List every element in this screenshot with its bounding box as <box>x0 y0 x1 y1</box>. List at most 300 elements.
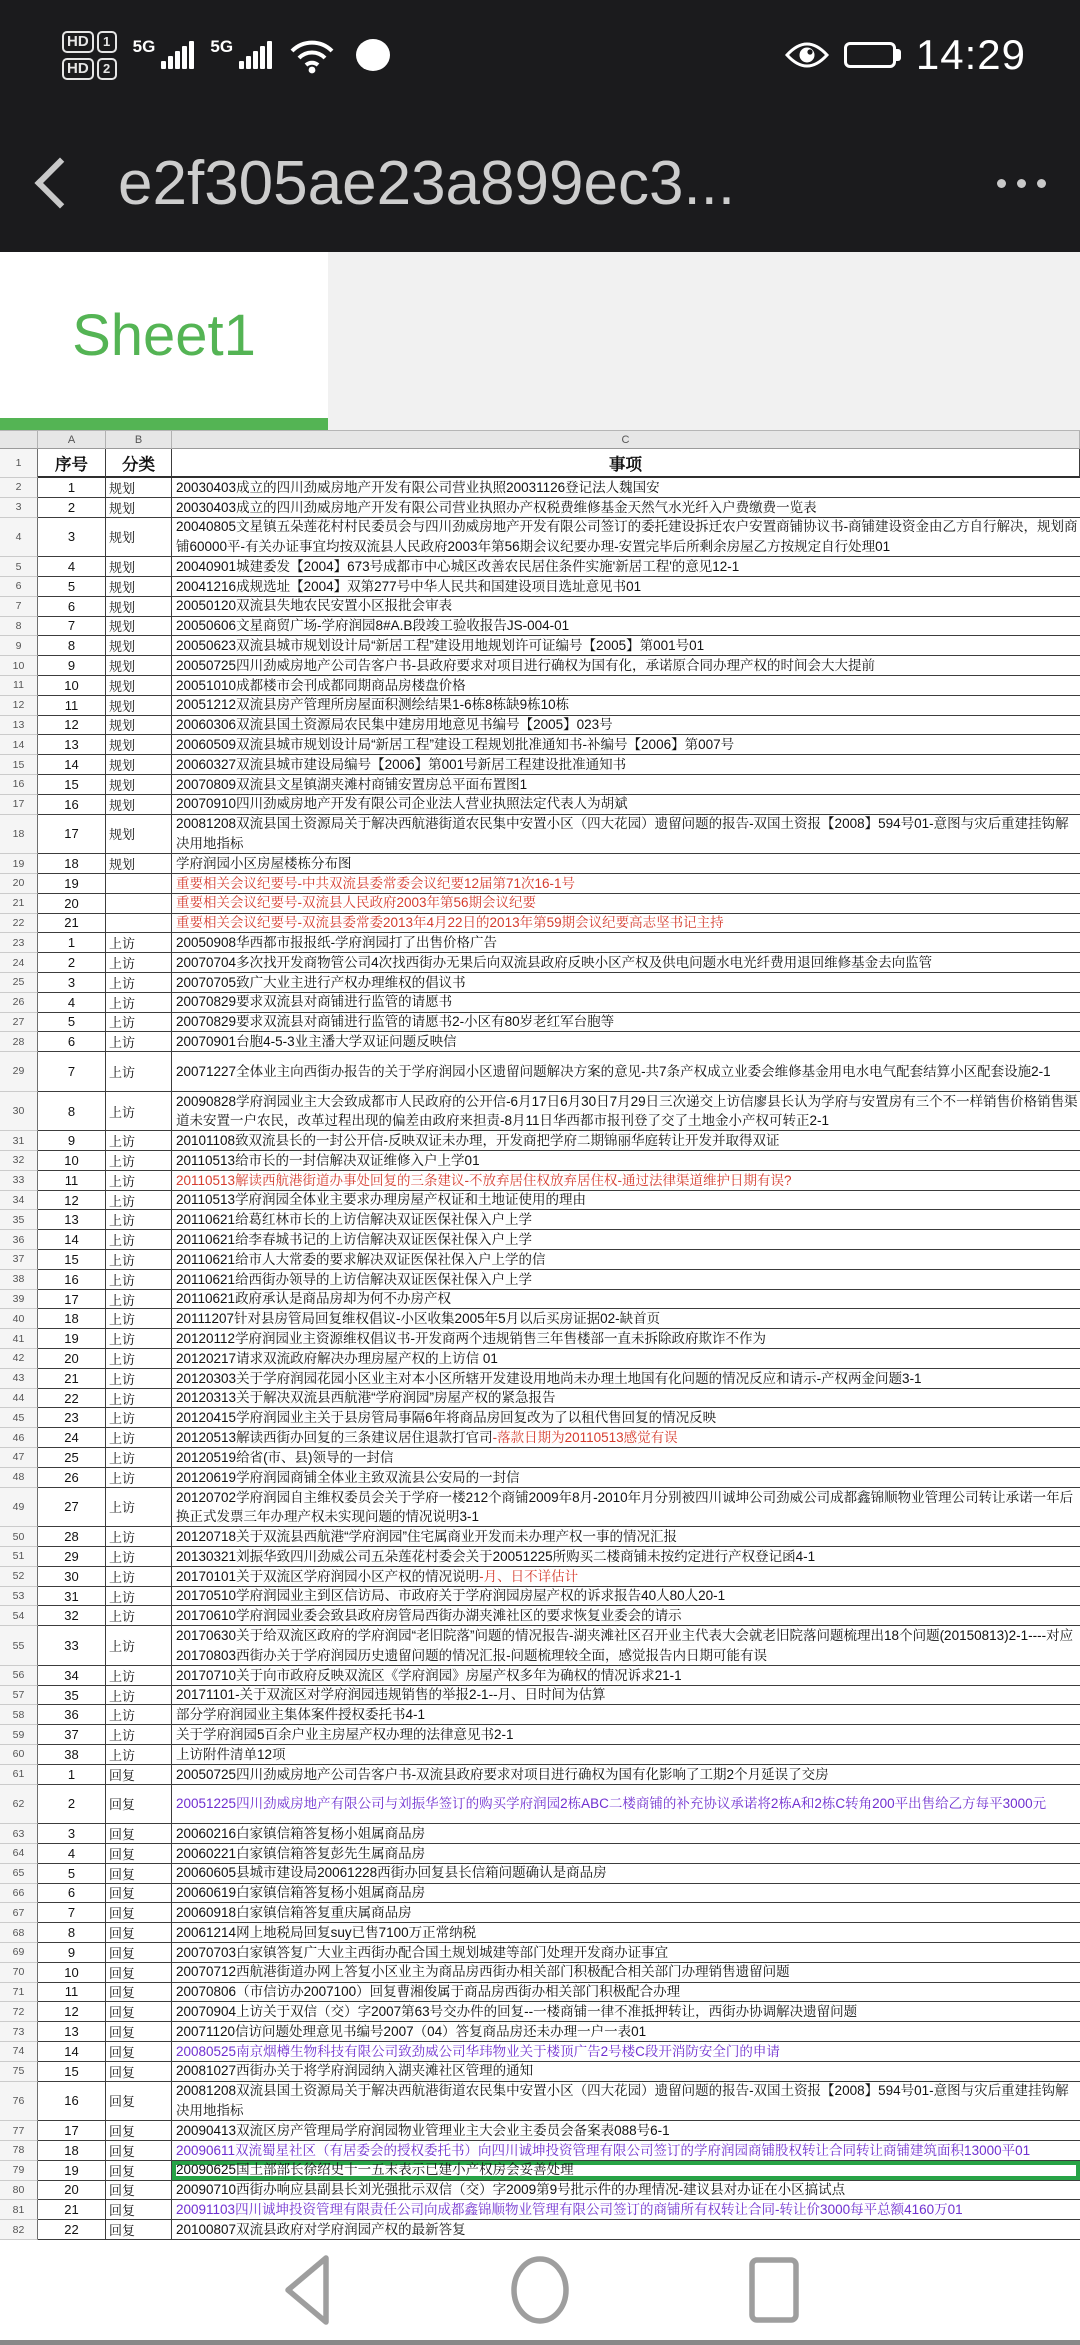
serial-cell[interactable]: 6 <box>38 597 106 617</box>
category-cell[interactable]: 规划 <box>106 854 172 874</box>
serial-cell[interactable]: 1 <box>38 933 106 953</box>
serial-cell[interactable]: 1 <box>38 1765 106 1785</box>
category-cell[interactable]: 规划 <box>106 617 172 637</box>
item-cell[interactable]: 20120217请求双流政府解决办理房屋产权的上访信 01 <box>172 1349 1080 1369</box>
tab-sheet1[interactable] <box>0 252 328 430</box>
item-cell[interactable]: 20101108致双流县长的一封公开信-反映双证未办理，开发商把学府二期锦丽华庭转让开发并取得双证 <box>172 1131 1080 1151</box>
row-number-cell[interactable]: 21 <box>0 894 38 914</box>
item-cell[interactable]: 20060918白家镇信箱答复重庆属商品房 <box>172 1903 1080 1923</box>
row-number-cell[interactable]: 17 <box>0 795 38 815</box>
row-number-cell[interactable]: 60 <box>0 1745 38 1765</box>
category-cell[interactable]: 上访 <box>106 1527 172 1547</box>
category-cell[interactable]: 回复 <box>106 1785 172 1825</box>
category-cell[interactable]: 规划 <box>106 597 172 617</box>
item-cell[interactable]: 20070704多次找开发商物管公司4次找西街办无果后向双流县政府反映小区产权及供电问题水电光纤费用退回维修基金去向监管 <box>172 953 1080 973</box>
row-number-cell[interactable]: 5 <box>0 557 38 577</box>
item-cell[interactable]: 上访附件清单12项 <box>172 1745 1080 1765</box>
category-cell[interactable]: 上访 <box>106 1270 172 1290</box>
serial-cell[interactable]: 3 <box>38 518 106 558</box>
category-cell[interactable]: 规划 <box>106 716 172 736</box>
column-letter-c[interactable]: C <box>172 431 1080 449</box>
row-number-cell[interactable]: 81 <box>0 2200 38 2220</box>
item-cell[interactable]: 20170710关于向市政府反映双流区《学府润园》房屋产权多年为确权的情况诉求21-1 <box>172 1666 1080 1686</box>
item-cell[interactable]: 20050623双流县城市规划设计局“新居工程”建设用地规划许可证编号【2005】第001号01 <box>172 636 1080 656</box>
row-number-cell[interactable]: 20 <box>0 874 38 894</box>
nav-recents-icon[interactable] <box>752 2260 796 2320</box>
row-number-cell[interactable]: 9 <box>0 636 38 656</box>
category-cell[interactable]: 上访 <box>106 1587 172 1607</box>
serial-cell[interactable]: 10 <box>38 1151 106 1171</box>
row-number-cell[interactable]: 34 <box>0 1191 38 1211</box>
category-cell[interactable] <box>106 914 172 934</box>
category-cell[interactable]: 回复 <box>106 2082 172 2122</box>
category-cell[interactable]: 上访 <box>106 1210 172 1230</box>
serial-cell[interactable]: 15 <box>38 775 106 795</box>
item-cell[interactable]: 20050120双流县失地农民安置小区报批会审表 <box>172 597 1080 617</box>
row-number-cell[interactable]: 59 <box>0 1725 38 1745</box>
category-cell[interactable]: 回复 <box>106 2181 172 2201</box>
row-number-cell[interactable]: 12 <box>0 696 38 716</box>
row-number-cell[interactable]: 29 <box>0 1052 38 1092</box>
item-cell[interactable]: 20051225四川劲威房地产有限公司与刘振华签订的购买学府润园2栋ABC二楼商铺的补充协议承诺将2栋A和2栋C转角200平出售给乙方每平3000元 <box>172 1785 1080 1825</box>
row-number-cell[interactable]: 43 <box>0 1369 38 1389</box>
item-cell-selected[interactable]: 20090625国土部部长徐绍史十一五末表示已建小产权房会妥善处理 <box>172 2161 1080 2181</box>
category-cell[interactable] <box>106 894 172 914</box>
row-number-cell[interactable]: 52 <box>0 1567 38 1587</box>
serial-cell[interactable]: 31 <box>38 1587 106 1607</box>
item-cell[interactable]: 20130321刘振华致四川劲威公司五朵莲花村委会关于20051225所购买二楼商铺未按约定进行产权登记函4-1 <box>172 1547 1080 1567</box>
serial-cell[interactable]: 29 <box>38 1547 106 1567</box>
row-number-cell[interactable]: 37 <box>0 1250 38 1270</box>
item-cell[interactable]: 20071227全体业主向西街办报告的关于学府润园小区遗留问题解决方案的意见-共7条产权成立业委会维修基金用电水电气配套结算小区配套设施2-1 <box>172 1052 1080 1092</box>
category-cell[interactable]: 上访 <box>106 1290 172 1310</box>
row-number-cell[interactable]: 74 <box>0 2042 38 2062</box>
item-cell[interactable]: 20090828学府润园业主大会致成都市人民政府的公开信-6月17日6月30日7月29日三次递交上访信廖县长认为学府与安置房有三个不一样销售价格销售渠道未安置一户农民，改革过程出现的偏差由政府来担责-8月11日华西都市报刊登了交了土地金小产权可转正2-1 <box>172 1092 1080 1132</box>
header-serial[interactable]: 序号 <box>38 449 106 478</box>
category-cell[interactable]: 规划 <box>106 557 172 577</box>
category-cell[interactable]: 上访 <box>106 1032 172 1052</box>
serial-cell[interactable]: 7 <box>38 1052 106 1092</box>
serial-cell[interactable]: 2 <box>38 1785 106 1825</box>
category-cell[interactable]: 回复 <box>106 2022 172 2042</box>
item-cell[interactable]: 20070809双流县文星镇湖夹滩村商铺安置房总平面布置图1 <box>172 775 1080 795</box>
serial-cell[interactable]: 10 <box>38 1963 106 1983</box>
item-cell[interactable]: 20120112学府润园业主资源维权倡议书-开发商两个违规销售三年售楼部一直未拆除政府欺诈不作为 <box>172 1329 1080 1349</box>
row-number-cell[interactable]: 67 <box>0 1903 38 1923</box>
category-cell[interactable]: 回复 <box>106 1923 172 1943</box>
item-cell[interactable]: 20061214网上地税局回复suy已售7100万正常纳税 <box>172 1923 1080 1943</box>
category-cell[interactable]: 规划 <box>106 775 172 795</box>
spreadsheet-view[interactable] <box>0 252 1080 2250</box>
row-number-cell[interactable]: 35 <box>0 1210 38 1230</box>
category-cell[interactable]: 上访 <box>106 953 172 973</box>
row-number-cell[interactable]: 69 <box>0 1943 38 1963</box>
serial-cell[interactable]: 5 <box>38 1013 106 1033</box>
serial-cell[interactable]: 13 <box>38 735 106 755</box>
row-number-cell[interactable]: 23 <box>0 933 38 953</box>
category-cell[interactable]: 回复 <box>106 1943 172 1963</box>
item-cell[interactable]: 20170510学府润园业主到区信访局、市政府关于学府润园房屋产权的诉求报告40人80人20-1 <box>172 1587 1080 1607</box>
category-cell[interactable]: 规划 <box>106 577 172 597</box>
category-cell[interactable]: 上访 <box>106 1547 172 1567</box>
row-number-cell[interactable]: 39 <box>0 1290 38 1310</box>
item-cell[interactable]: 关于学府润园5百余户业主房屋产权办理的法律意见书2-1 <box>172 1725 1080 1745</box>
row-number-cell[interactable]: 38 <box>0 1270 38 1290</box>
item-cell[interactable]: 20111207针对县房管局回复维权倡议-小区收集2005年5月以后买房证据02-缺首页 <box>172 1309 1080 1329</box>
serial-cell[interactable]: 13 <box>38 1210 106 1230</box>
serial-cell[interactable]: 3 <box>38 1824 106 1844</box>
item-cell[interactable]: 20051010成都楼市会刊成都同期商品房楼盘价格 <box>172 676 1080 696</box>
category-cell[interactable]: 回复 <box>106 2220 172 2240</box>
serial-cell[interactable]: 16 <box>38 1270 106 1290</box>
serial-cell[interactable]: 5 <box>38 577 106 597</box>
serial-cell[interactable]: 17 <box>38 2121 106 2141</box>
category-cell[interactable]: 规划 <box>106 498 172 518</box>
row-number-cell[interactable]: 3 <box>0 498 38 518</box>
row-number-cell[interactable]: 51 <box>0 1547 38 1567</box>
category-cell[interactable]: 回复 <box>106 1963 172 1983</box>
row-number-cell[interactable]: 66 <box>0 1884 38 1904</box>
serial-cell[interactable]: 6 <box>38 1032 106 1052</box>
serial-cell[interactable]: 20 <box>38 2181 106 2201</box>
item-cell[interactable]: 20091103四川诚坤投资管理有限责任公司向成都鑫锦顺物业管理有限公司签订的商铺所有权转让合同-转让价3000每平总额4160万01 <box>172 2200 1080 2220</box>
row-number-cell[interactable]: 71 <box>0 1983 38 2003</box>
category-cell[interactable]: 规划 <box>106 815 172 855</box>
serial-cell[interactable]: 36 <box>38 1705 106 1725</box>
serial-cell[interactable]: 13 <box>38 2022 106 2042</box>
item-cell[interactable]: 20120303关于学府润园花园小区业主对本小区所辖开发建设用地尚未办理土地国有化问题的情况反应和请示-产权两金问题3-1 <box>172 1369 1080 1389</box>
row-number-cell[interactable]: 64 <box>0 1844 38 1864</box>
row-number-cell[interactable]: 22 <box>0 914 38 934</box>
row-number-cell[interactable]: 31 <box>0 1131 38 1151</box>
nav-back-icon[interactable] <box>288 2258 326 2322</box>
row-number-cell[interactable]: 82 <box>0 2220 38 2240</box>
row-number-cell[interactable]: 68 <box>0 1923 38 1943</box>
category-cell[interactable]: 上访 <box>106 933 172 953</box>
serial-cell[interactable]: 4 <box>38 1844 106 1864</box>
item-cell[interactable]: 20060509双流县城市规划设计局“新居工程”建设工程规划批准通知书-补编号【2006】第007号 <box>172 735 1080 755</box>
item-cell[interactable]: 20040901城建委发【2004】673号成都市中心城区改善农民居住条件实施'新居工程'的意见12-1 <box>172 557 1080 577</box>
serial-cell[interactable]: 12 <box>38 1191 106 1211</box>
serial-cell[interactable]: 28 <box>38 1527 106 1547</box>
serial-cell[interactable]: 7 <box>38 1903 106 1923</box>
serial-cell[interactable]: 18 <box>38 2141 106 2161</box>
category-cell[interactable]: 上访 <box>106 1329 172 1349</box>
category-cell[interactable]: 上访 <box>106 1309 172 1329</box>
item-cell[interactable]: 20081208双流县国土资源局关于解决西航港街道农民集中安置小区（四大花园）遗留问题的报告-双国土资报【2008】594号01-意图与灾后重建挂钩解决用地指标 <box>172 815 1080 855</box>
row-number-cell[interactable]: 26 <box>0 993 38 1013</box>
serial-cell[interactable]: 34 <box>38 1666 106 1686</box>
category-cell[interactable]: 上访 <box>106 973 172 993</box>
serial-cell[interactable]: 9 <box>38 656 106 676</box>
row-number-cell[interactable]: 2 <box>0 478 38 498</box>
category-cell[interactable]: 回复 <box>106 2121 172 2141</box>
item-cell[interactable]: 20120718关于双流县西航港“学府润园”住宅属商业开发而未办理产权一事的情况汇报 <box>172 1527 1080 1547</box>
item-cell[interactable]: 20171101-关于双流区对学府润园违规销售的举报2-1--月、日时间为估算 <box>172 1686 1080 1706</box>
corner-cell[interactable] <box>0 431 38 449</box>
category-cell[interactable]: 上访 <box>106 1230 172 1250</box>
item-cell[interactable]: 20071120信访问题处理意见书编号2007（04）答复商品房还未办理一户一表01 <box>172 2022 1080 2042</box>
item-cell[interactable]: 20070910四川劲威房地产开发有限公司企业法人营业执照法定代表人为胡斌 <box>172 795 1080 815</box>
category-cell[interactable]: 上访 <box>106 1626 172 1666</box>
row-number-cell[interactable]: 6 <box>0 577 38 597</box>
category-cell[interactable]: 规划 <box>106 696 172 716</box>
item-cell[interactable]: 学府润园小区房屋楼栋分布图 <box>172 854 1080 874</box>
item-cell[interactable]: 20120519给省(市、县)领导的一封信 <box>172 1448 1080 1468</box>
category-cell[interactable]: 上访 <box>106 1428 172 1448</box>
category-cell[interactable]: 回复 <box>106 1884 172 1904</box>
item-cell[interactable]: 20060216白家镇信箱答复杨小姐属商品房 <box>172 1824 1080 1844</box>
serial-cell[interactable]: 22 <box>38 1389 106 1409</box>
row-number-cell[interactable]: 55 <box>0 1626 38 1666</box>
row-number-cell[interactable]: 62 <box>0 1785 38 1825</box>
category-cell[interactable]: 回复 <box>106 2042 172 2062</box>
category-cell[interactable]: 回复 <box>106 2062 172 2082</box>
row-number-cell[interactable]: 61 <box>0 1765 38 1785</box>
row-number-cell[interactable]: 44 <box>0 1389 38 1409</box>
header-category[interactable]: 分类 <box>106 449 172 478</box>
item-cell[interactable]: 20110621给葛红林市长的上访信解决双证医保社保入户上学 <box>172 1210 1080 1230</box>
category-cell[interactable]: 规划 <box>106 518 172 558</box>
item-cell[interactable]: 20120313关于解决双流县西航港“学府润园”房屋产权的紧急报告 <box>172 1389 1080 1409</box>
row-number-cell[interactable]: 56 <box>0 1666 38 1686</box>
serial-cell[interactable]: 35 <box>38 1686 106 1706</box>
item-cell[interactable]: 20060306双流县国土资源局农民集中建房用地意见书编号【2005】023号 <box>172 716 1080 736</box>
row-number-cell[interactable]: 1 <box>0 449 38 478</box>
category-cell[interactable]: 规划 <box>106 636 172 656</box>
category-cell[interactable]: 上访 <box>106 1389 172 1409</box>
row-number-cell[interactable]: 14 <box>0 735 38 755</box>
serial-cell[interactable]: 11 <box>38 1171 106 1191</box>
item-cell[interactable]: 20100807双流县政府对学府润园产权的最新答复 <box>172 2220 1080 2240</box>
category-cell[interactable]: 上访 <box>106 1013 172 1033</box>
serial-cell[interactable]: 23 <box>38 1408 106 1428</box>
serial-cell[interactable]: 5 <box>38 1864 106 1884</box>
nav-home-icon[interactable] <box>514 2259 566 2321</box>
serial-cell[interactable]: 14 <box>38 1230 106 1250</box>
item-cell[interactable]: 20070806（市信访办2007100）回复曹湘俊属于商品房西街办相关部门积极配合办理 <box>172 1983 1080 2003</box>
category-cell[interactable]: 上访 <box>106 1171 172 1191</box>
serial-cell[interactable]: 15 <box>38 1250 106 1270</box>
row-number-cell[interactable]: 57 <box>0 1686 38 1706</box>
category-cell[interactable]: 回复 <box>106 1864 172 1884</box>
serial-cell[interactable]: 8 <box>38 636 106 656</box>
serial-cell[interactable]: 30 <box>38 1567 106 1587</box>
serial-cell[interactable]: 12 <box>38 2002 106 2022</box>
category-cell[interactable]: 上访 <box>106 1052 172 1092</box>
item-cell[interactable]: 20090413双流区房产管理局学府润园物业管理业主大会业主委员会备案表088号6-1 <box>172 2121 1080 2141</box>
serial-cell[interactable]: 16 <box>38 2082 106 2122</box>
category-cell[interactable]: 上访 <box>106 1408 172 1428</box>
item-cell[interactable]: 重要相关会议纪要号-双流县委常委2013年4月22日的2013年第59期会议纪要高志坚书记主持 <box>172 914 1080 934</box>
item-cell[interactable]: 20110621给市人大常委的要求解决双证医保社保入户上学的信 <box>172 1250 1080 1270</box>
category-cell[interactable]: 上访 <box>106 1468 172 1488</box>
item-cell[interactable]: 20060221白家镇信箱答复彭先生属商品房 <box>172 1844 1080 1864</box>
item-cell[interactable]: 20070712西航港街道办网上答复小区业主为商品房西街办相关部门积极配合相关部门办理销售遗留问题 <box>172 1963 1080 1983</box>
serial-cell[interactable]: 2 <box>38 953 106 973</box>
item-cell[interactable]: 20051212双流县房产管理所房屋面积测绘结果1-6栋8栋缺9栋10栋 <box>172 696 1080 716</box>
category-cell[interactable]: 规划 <box>106 656 172 676</box>
item-cell[interactable]: 20030403成立的四川劲威房地产开发有限公司营业执照办产权税费维修基金天然气水光纤入户费缴费一览表 <box>172 498 1080 518</box>
row-number-cell[interactable]: 19 <box>0 854 38 874</box>
column-letter-b[interactable]: B <box>106 431 172 449</box>
item-cell[interactable]: 20060605县城市建设局20061228西街办回复县长信箱问题确认是商品房 <box>172 1864 1080 1884</box>
category-cell[interactable]: 规划 <box>106 735 172 755</box>
header-item[interactable]: 事项 <box>172 449 1080 478</box>
category-cell[interactable]: 上访 <box>106 1369 172 1389</box>
row-number-cell[interactable]: 72 <box>0 2002 38 2022</box>
item-cell[interactable]: 部分学府润园业主集体案件授权委托书4-1 <box>172 1705 1080 1725</box>
row-number-cell[interactable]: 45 <box>0 1408 38 1428</box>
item-cell[interactable]: 20070904上访关于双信（交）字2007第63号交办件的回复--一楼商铺一律不准抵押转让，西街办协调解决遗留问题 <box>172 2002 1080 2022</box>
category-cell[interactable]: 上访 <box>106 1151 172 1171</box>
category-cell[interactable]: 上访 <box>106 1250 172 1270</box>
row-number-cell[interactable]: 77 <box>0 2121 38 2141</box>
category-cell[interactable]: 回复 <box>106 1824 172 1844</box>
category-cell[interactable]: 回复 <box>106 1844 172 1864</box>
serial-cell[interactable]: 16 <box>38 795 106 815</box>
serial-cell[interactable]: 6 <box>38 1884 106 1904</box>
row-number-cell[interactable]: 33 <box>0 1171 38 1191</box>
more-menu-icon[interactable] <box>997 179 1046 188</box>
row-number-cell[interactable]: 70 <box>0 1963 38 1983</box>
category-cell[interactable]: 上访 <box>106 1349 172 1369</box>
category-cell[interactable]: 上访 <box>106 1666 172 1686</box>
serial-cell[interactable]: 33 <box>38 1626 106 1666</box>
row-number-cell[interactable]: 50 <box>0 1527 38 1547</box>
serial-cell[interactable]: 3 <box>38 973 106 993</box>
row-number-cell[interactable]: 73 <box>0 2022 38 2042</box>
row-number-cell[interactable]: 76 <box>0 2082 38 2122</box>
category-cell[interactable]: 上访 <box>106 1131 172 1151</box>
column-letter-a[interactable]: A <box>38 431 106 449</box>
row-number-cell[interactable]: 78 <box>0 2141 38 2161</box>
row-number-cell[interactable]: 18 <box>0 815 38 855</box>
row-number-cell[interactable]: 75 <box>0 2062 38 2082</box>
row-number-cell[interactable]: 11 <box>0 676 38 696</box>
row-number-cell[interactable]: 27 <box>0 1013 38 1033</box>
row-number-cell[interactable]: 54 <box>0 1606 38 1626</box>
row-number-cell[interactable]: 46 <box>0 1428 38 1448</box>
serial-cell[interactable]: 25 <box>38 1448 106 1468</box>
serial-cell[interactable]: 19 <box>38 2161 106 2181</box>
category-cell[interactable]: 上访 <box>106 1606 172 1626</box>
serial-cell[interactable]: 2 <box>38 498 106 518</box>
serial-cell[interactable]: 11 <box>38 1983 106 2003</box>
row-number-cell[interactable]: 7 <box>0 597 38 617</box>
serial-cell[interactable]: 19 <box>38 874 106 894</box>
category-cell[interactable]: 上访 <box>106 1488 172 1528</box>
item-cell[interactable]: 20030403成立的四川劲威房地产开发有限公司营业执照20031126登记法人魏国安 <box>172 478 1080 498</box>
serial-cell[interactable]: 7 <box>38 617 106 637</box>
serial-cell[interactable]: 8 <box>38 1092 106 1132</box>
row-number-cell[interactable]: 16 <box>0 775 38 795</box>
serial-cell[interactable]: 18 <box>38 854 106 874</box>
category-cell[interactable]: 规划 <box>106 755 172 775</box>
serial-cell[interactable]: 4 <box>38 557 106 577</box>
row-number-cell[interactable]: 53 <box>0 1587 38 1607</box>
serial-cell[interactable]: 21 <box>38 1369 106 1389</box>
category-cell[interactable]: 规划 <box>106 795 172 815</box>
category-cell[interactable] <box>106 874 172 894</box>
row-number-cell[interactable]: 25 <box>0 973 38 993</box>
category-cell[interactable]: 回复 <box>106 2002 172 2022</box>
row-number-cell[interactable]: 32 <box>0 1151 38 1171</box>
item-cell[interactable]: 20090611双流蜀星社区（有居委会的授权委托书）向四川诚坤投资管理有限公司签订的学府润园商铺股权转让合同转让商铺建筑面积13000平01 <box>172 2141 1080 2161</box>
item-cell[interactable]: 20120513解读西街办回复的三条建议居住退款打官司 -落款日期为20110513感觉有误 <box>172 1428 1080 1448</box>
item-cell[interactable]: 20080525南京烟樽生物科技有限公司致劲威公司华玮物业关于楼顶广告2号楼C段开消防安全门的申请 <box>172 2042 1080 2062</box>
item-cell[interactable]: 20090710西街办响应县副县长刘光强批示双信（交）字2009第9号批示件的办理情况-建议县对办证在小区搞试点 <box>172 2181 1080 2201</box>
row-number-cell[interactable]: 65 <box>0 1864 38 1884</box>
serial-cell[interactable]: 32 <box>38 1606 106 1626</box>
row-number-cell[interactable]: 24 <box>0 953 38 973</box>
category-cell[interactable]: 上访 <box>106 1705 172 1725</box>
row-number-cell[interactable]: 15 <box>0 755 38 775</box>
row-number-cell[interactable]: 40 <box>0 1309 38 1329</box>
serial-cell[interactable]: 26 <box>38 1468 106 1488</box>
serial-cell[interactable]: 4 <box>38 993 106 1013</box>
row-number-cell[interactable]: 8 <box>0 617 38 637</box>
serial-cell[interactable]: 21 <box>38 914 106 934</box>
item-cell[interactable]: 20070901台胞4-5-3业主潘大学双证问题反映信 <box>172 1032 1080 1052</box>
item-cell[interactable]: 20110621给李春城书记的上访信解决双证医保社保入户上学 <box>172 1230 1080 1250</box>
row-number-cell[interactable]: 30 <box>0 1092 38 1132</box>
row-number-cell[interactable]: 58 <box>0 1705 38 1725</box>
item-cell[interactable]: 20081027西街办关于将学府润园纳入湖夹滩社区管理的通知 <box>172 2062 1080 2082</box>
spreadsheet-grid[interactable] <box>0 430 1080 2260</box>
serial-cell[interactable]: 9 <box>38 1943 106 1963</box>
item-cell[interactable]: 重要相关会议纪要号-中共双流县委常委会议纪要12届第71次16-1号 <box>172 874 1080 894</box>
category-cell[interactable]: 规划 <box>106 676 172 696</box>
serial-cell[interactable]: 1 <box>38 478 106 498</box>
item-cell[interactable]: 20120619学府润园商铺全体业主致双流县公安局的一封信 <box>172 1468 1080 1488</box>
serial-cell[interactable]: 14 <box>38 755 106 775</box>
serial-cell[interactable]: 21 <box>38 2200 106 2220</box>
category-cell[interactable]: 回复 <box>106 1983 172 2003</box>
category-cell[interactable]: 回复 <box>106 1765 172 1785</box>
row-number-cell[interactable]: 4 <box>0 518 38 558</box>
serial-cell[interactable]: 20 <box>38 894 106 914</box>
row-number-cell[interactable]: 10 <box>0 656 38 676</box>
row-number-cell[interactable]: 49 <box>0 1488 38 1528</box>
category-cell[interactable]: 上访 <box>106 1567 172 1587</box>
item-cell[interactable]: 20081208双流县国土资源局关于解决西航港街道农民集中安置小区（四大花园）遗留问题的报告-双国土资报【2008】594号01-意图与灾后重建挂钩解决用地指标 <box>172 2082 1080 2122</box>
category-cell[interactable]: 上访 <box>106 1092 172 1132</box>
item-cell[interactable]: 20110513解读西航港街道办事处回复的三条建议-不放弃居住权放弃居住权-通过法律渠道维护日期有误? <box>172 1171 1080 1191</box>
serial-cell[interactable]: 38 <box>38 1745 106 1765</box>
item-cell[interactable]: 20170610学府润园业委会致县政府房管局西街办湖夹滩社区的要求恢复业委会的请示 <box>172 1606 1080 1626</box>
row-number-cell[interactable]: 48 <box>0 1468 38 1488</box>
item-cell[interactable]: 20170101关于双流区学府润园小区产权的情况说明 -月、日不详估计 <box>172 1567 1080 1587</box>
item-cell[interactable]: 20070829要求双流县对商铺进行监管的请愿书2-小区有80岁老红军台胞等 <box>172 1013 1080 1033</box>
item-cell[interactable]: 20060327双流县城市建设局编号【2006】第001号新居工程建设批准通知书 <box>172 755 1080 775</box>
category-cell[interactable]: 回复 <box>106 1903 172 1923</box>
serial-cell[interactable]: 11 <box>38 696 106 716</box>
row-number-cell[interactable]: 13 <box>0 716 38 736</box>
category-cell[interactable]: 回复 <box>106 2141 172 2161</box>
serial-cell[interactable]: 17 <box>38 1290 106 1310</box>
serial-cell[interactable]: 24 <box>38 1428 106 1448</box>
serial-cell[interactable]: 10 <box>38 676 106 696</box>
serial-cell[interactable]: 9 <box>38 1131 106 1151</box>
item-cell[interactable]: 20170630关于给双流区政府的学府润园“老旧院落”问题的情况报告-湖夹滩社区召开业主代表大会就老旧院落问题梳理出18个问题(20150813)2-1----对应20170803西街办关于学府润园历史遗留问题的情况汇报-问题梳理较全面，感觉报告内日期可能有误 <box>172 1626 1080 1666</box>
item-cell[interactable]: 20110513学府润园全体业主要求办理房屋产权证和土地证使用的理由 <box>172 1191 1080 1211</box>
category-cell[interactable]: 上访 <box>106 1448 172 1468</box>
serial-cell[interactable]: 15 <box>38 2062 106 2082</box>
row-number-cell[interactable]: 42 <box>0 1349 38 1369</box>
serial-cell[interactable]: 22 <box>38 2220 106 2240</box>
item-cell[interactable]: 20120702学府润园自主维权委员会关于学府一楼212个商铺2009年8月-2010年月分别被四川诚坤公司劲威公司成都鑫锦顺物业管理公司转让承诺一年后换正式发票三年办理产权未实现问题的情况说明3-1 <box>172 1488 1080 1528</box>
